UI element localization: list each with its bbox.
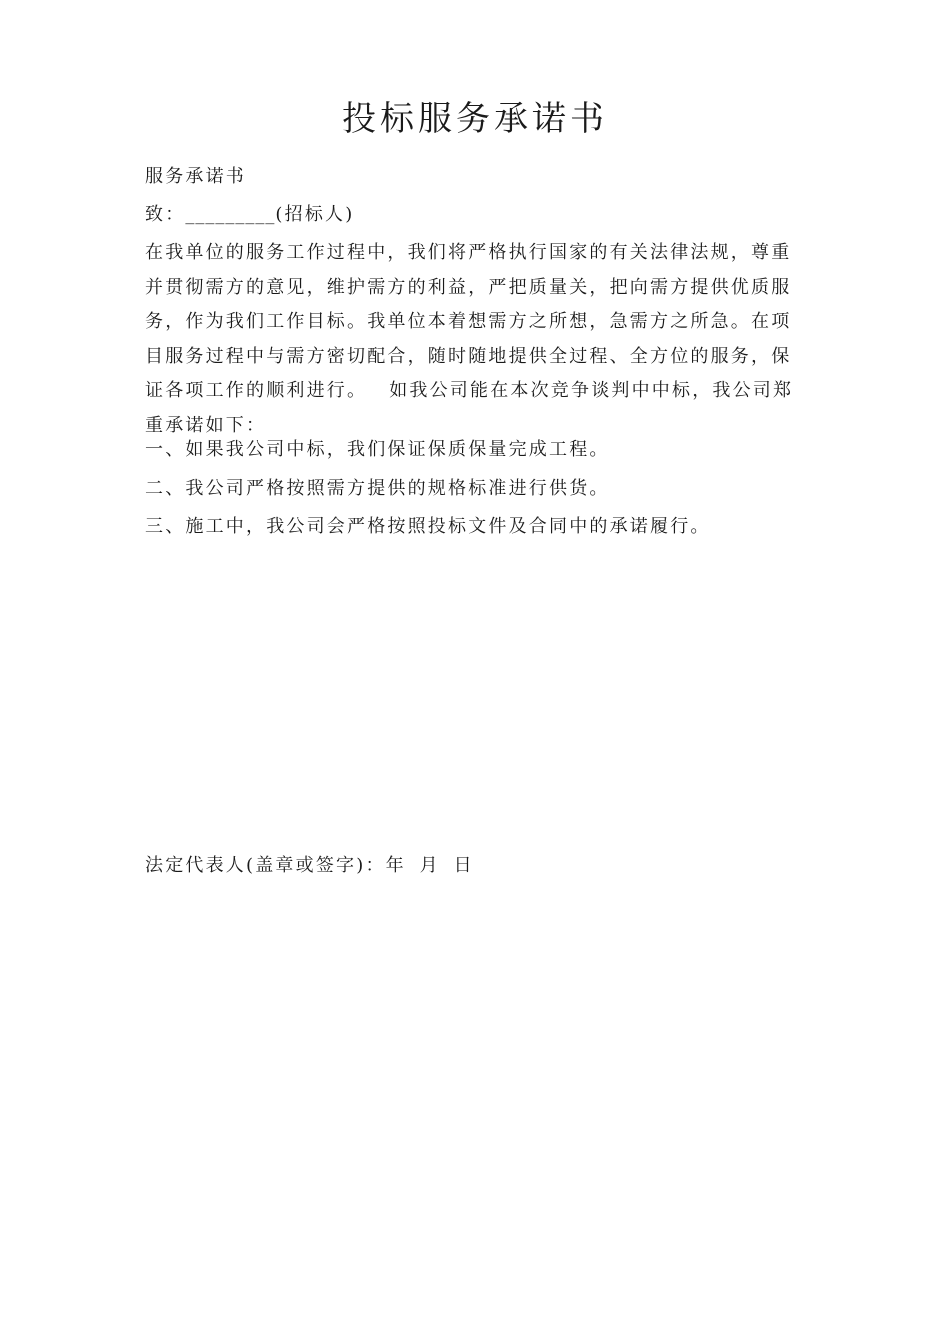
body-text-part1: 在我单位的服务工作过程中，我们将严格执行国家的有关法律法规，尊重并贯彻需方的意见，维护需方的利益，严把质量关，把向需方提供优质服务，作为我们工作目标。我单位本着想需方之所想，急需方之所急。在项目服务过程中与需方密切配合，随时随地提供全过程、全方位的服务，保证各项工作的顺利进行。 [145,242,792,401]
salutation-prefix: 致： [145,204,186,225]
signature-label: 法定代表人(盖章或签字)： [145,855,386,876]
signature-year: 年 [385,855,406,876]
salutation-suffix: (招标人) [275,204,355,225]
signature-line [145,851,810,881]
document-subtitle: 服务承诺书 [145,166,246,187]
commitment-item-2: 二、我公司严格按照需方提供的规格标准进行供货。 [145,478,610,499]
commitment-item-3: 三、施工中，我公司会严格按照投标文件及合同中的承诺履行。 [145,516,711,537]
body-text-part2: 如我公司能在本次竞争谈判中中标，我公司郑重承诺如下： [145,380,794,436]
document-title: 投标服务承诺书 [342,99,608,139]
signature-day: 日 [453,855,474,876]
body-paragraph [145,236,810,443]
salutation-line [145,200,810,230]
recipient-blank: _________ [185,204,276,225]
commitment-item-1: 一、如果我公司中标，我们保证保质保量完成工程。 [145,439,610,460]
signature-month: 月 [419,855,440,876]
